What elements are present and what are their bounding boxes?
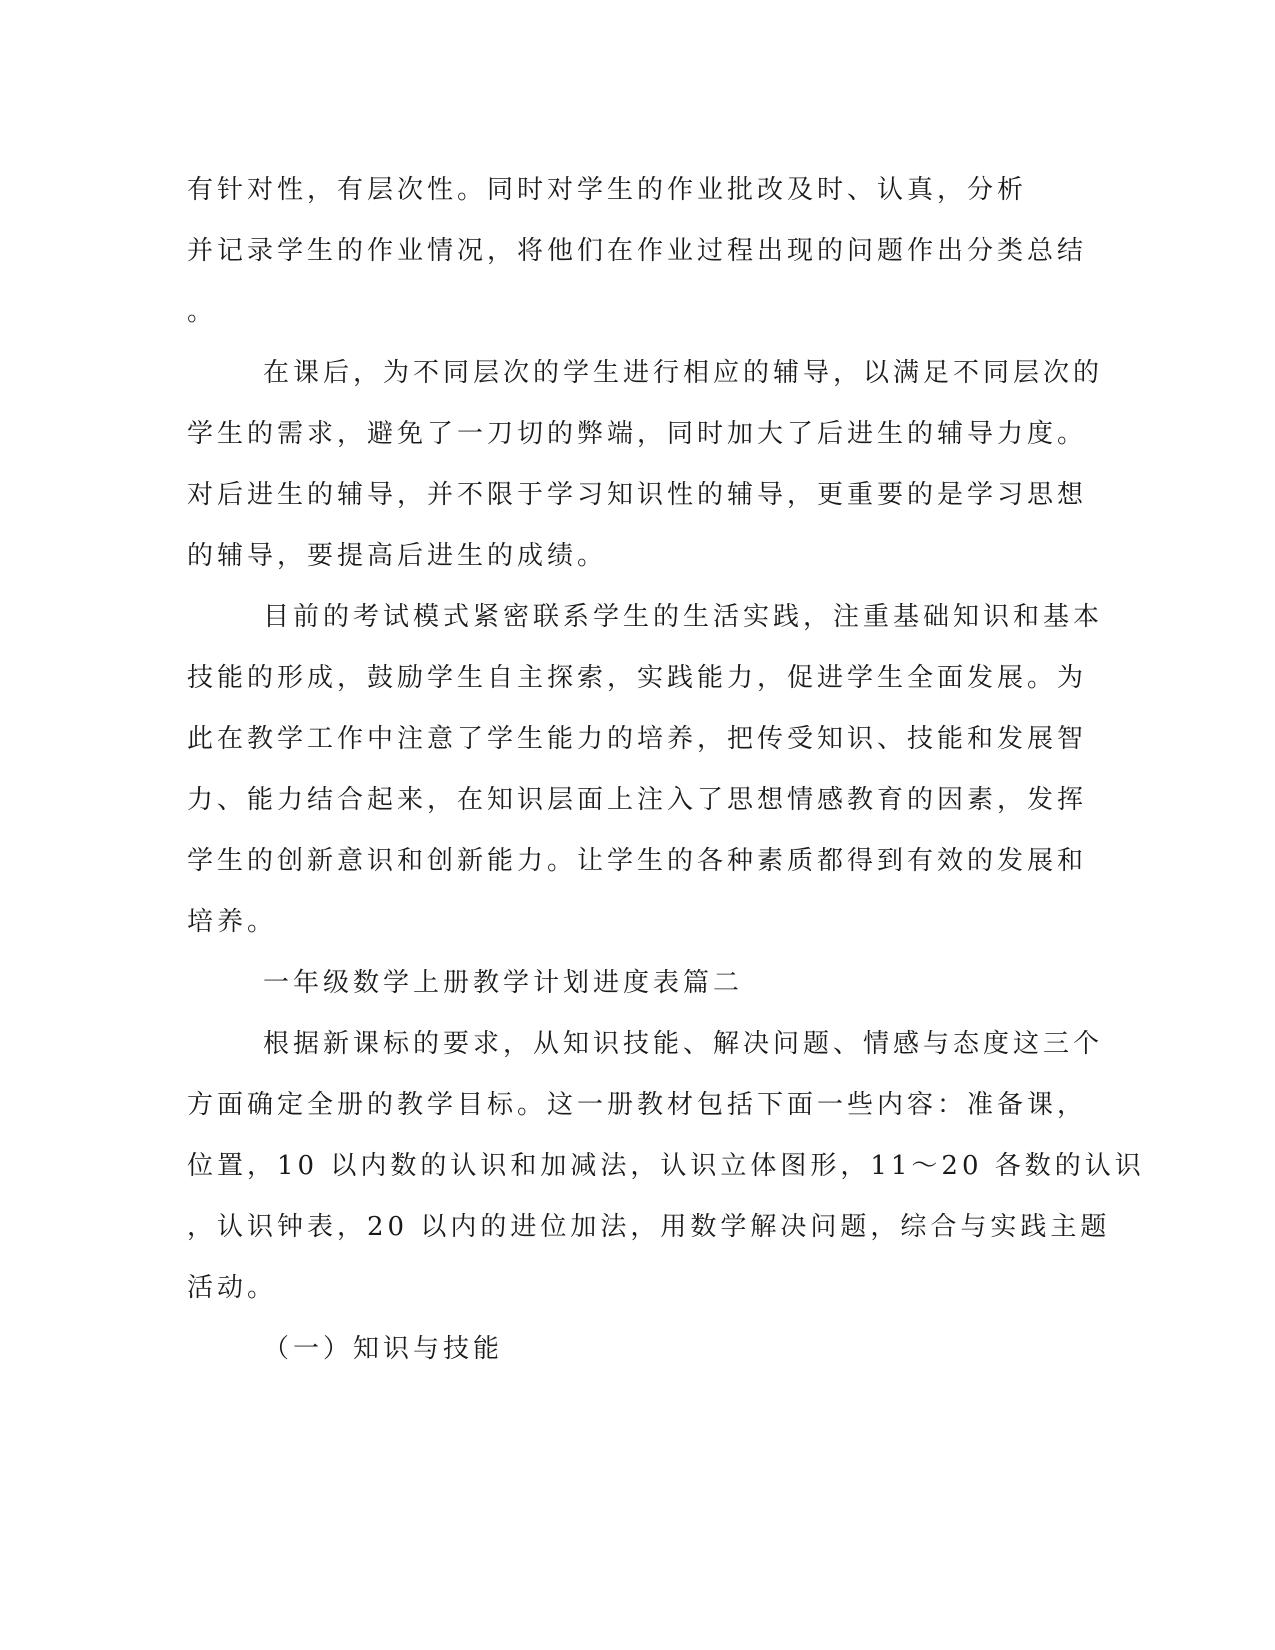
paragraph-after-class-tutoring	[187, 343, 1104, 587]
text-line: 的辅导，要提高后进生的成绩。	[187, 541, 608, 571]
subsection-heading	[187, 1319, 1087, 1380]
text-line: 学生的创新意识和创新能力。让学生的各种素质都得到有效的发展和	[187, 846, 1088, 876]
text-line: 有针对性，有层次性。同时对学生的作业批改及时、认真，分析	[187, 175, 1028, 205]
text-line: 此在教学工作中注意了学生能力的培养，把传受知识、技能和发展智	[187, 724, 1088, 754]
text-line: 活动。	[187, 1273, 278, 1303]
text-line: 在课后，为不同层次的学生进行相应的辅导，以满足不同层次的	[263, 358, 1104, 388]
text-line: 目前的考试模式紧密联系学生的生活实践，注重基础知识和基本	[263, 602, 1104, 632]
text-line: 学生的需求，避免了一刀切的弊端，同时加大了后进生的辅导力度。	[187, 419, 1088, 449]
paragraph-homework-review	[187, 160, 1087, 343]
text-line: （一）知识与技能	[263, 1334, 504, 1364]
text-line: 。	[187, 297, 218, 327]
paragraph-exam-mode	[187, 587, 1104, 953]
section-heading	[187, 953, 1087, 1014]
text-line: 力、能力结合起来，在知识层面上注入了思想情感教育的因素，发挥	[187, 785, 1088, 815]
text-line: 根据新课标的要求，从知识技能、解决问题、情感与态度这三个	[263, 1029, 1104, 1059]
text-line: 技能的形成，鼓励学生自主探索，实践能力，促进学生全面发展。为	[187, 663, 1088, 693]
text-line: 一年级数学上册教学计划进度表篇二	[263, 968, 744, 998]
text-line: ，认识钟表，20 以内的进位加法，用数学解决问题，综合与实践主题	[187, 1212, 1111, 1242]
text-line: 对后进生的辅导，并不限于学习知识性的辅导，更重要的是学习思想	[187, 480, 1088, 510]
text-line: 位置，10 以内数的认识和加减法，认识立体图形，11～20 各数的认识	[187, 1151, 1145, 1181]
text-line: 并记录学生的作业情况，将他们在作业过程出现的问题作出分类总结	[187, 236, 1088, 266]
document-body	[187, 160, 1145, 1380]
paragraph-teaching-goals	[187, 1014, 1145, 1319]
text-line: 培养。	[187, 907, 278, 937]
text-line: 方面确定全册的教学目标。这一册教材包括下面一些内容：准备课，	[187, 1090, 1088, 1120]
